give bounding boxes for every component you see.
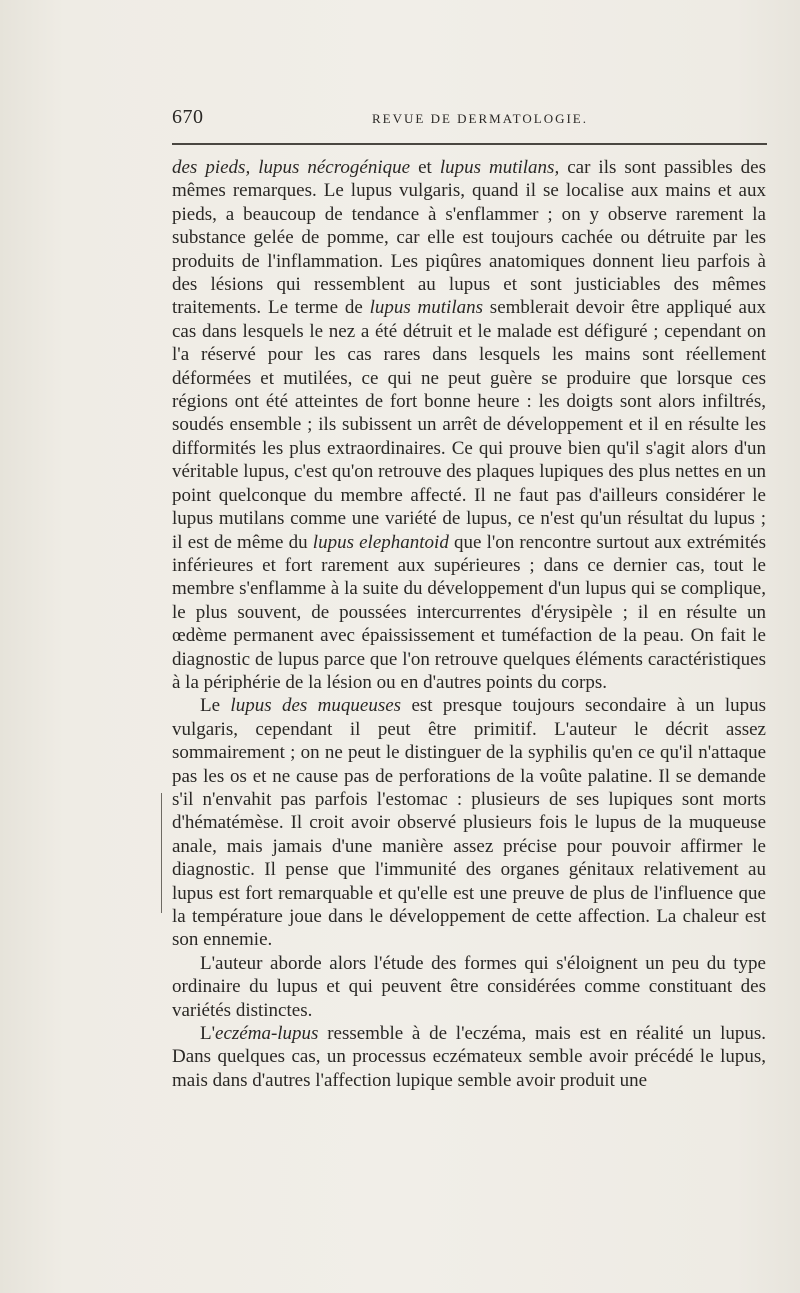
running-title: REVUE DE DERMATOLOGIE. bbox=[372, 111, 588, 126]
italic-term: lupus mutilans bbox=[369, 297, 483, 319]
text-run: car ils sont passibles des mêmes remarques. Le lupus vulgaris, quand il se localise aux mains et aux pieds, a beaucoup de tendance à s'enflammer ; on y observe rarement la substance gelée de pomme, car elle est toujours cachée ou détruite par les produits de l'inflammation. Les piqûres anatomiques donnent lieu parfois à des lésions qui ressemblent au lupus et sont justiciables des mêmes traitements. Le terme de bbox=[172, 157, 766, 319]
body-text bbox=[172, 156, 766, 1092]
italic-term: lupus elephantoid bbox=[312, 531, 449, 553]
italic-term: lupus mutilans, bbox=[439, 157, 560, 178]
page-header bbox=[172, 106, 764, 136]
text-run: et bbox=[410, 157, 440, 178]
paragraph bbox=[172, 1022, 766, 1092]
italic-term: lupus des muqueuses bbox=[230, 695, 402, 717]
text-run: semblerait devoir être appliqué aux cas dans lesquels le nez a été détruit et le malade est défiguré ; cependant on l'a réservé pour les cas rares dans lesquels les mains sont réellement déformées et mutilées, ce qui ne peut guère se produire que lorsque ces régions ont été atteintes de fort bonne heure : les doigts sont alors infiltrés, soudés ensemble ; ils subissent un arrêt de développement et il en résulte les difformités les plus extraordinaires. Ce qui prouve bien qu'il s'agit alors d'un véritable lupus, c'est qu'on retrouve des plaques lupiques des plus nettes en un point quelconque du membre affecté. Il ne faut pas d'ailleurs considérer le lupus mutilans comme une variété de lupus, ce n'est qu'un résultat du lupus ; il est de même du bbox=[172, 297, 766, 553]
text-run: ressemble à de l'eczéma, mais est en réalité un lupus. Dans quelques cas, un processus eczémateux semble avoir précédé le lupus, mais dans d'autres l'affection lupique semble avoir produit une bbox=[172, 1023, 766, 1091]
text-run: est presque toujours secondaire à un lupus vulgaris, cependant il peut être primitif. L'auteur le décrit assez sommairement ; on ne peut le distinguer de la syphilis qu'en ce qu'il n'attaque pas les os et ne cause pas de perforations de la voûte palatine. Il se demande s'il n'envahit pas parfois l'estomac : plusieurs de ses lupiques sont morts d'hématémèse. Il croit avoir observé plusieurs fois le lupus de la muqueuse anale, mais jamais d'une manière assez précise pour pouvoir affirmer le diagnostic. Il pense que l'immunité des organes génitaux relativement au lupus est fort remarquable et qu'elle est une preuve de plus de l'influence que la température joue dans le développement de cette affection. La chaleur est son ennemie. bbox=[172, 695, 766, 951]
italic-term: des pieds, lupus nécrogénique bbox=[172, 157, 411, 178]
paragraph bbox=[172, 952, 766, 1022]
text-run: Le bbox=[200, 695, 231, 717]
text-run: que l'on rencontre surtout aux extrémités inférieures et fort rarement aux supérieures ; dans ce dernier cas, tout le membre s'enflamme à la suite du développement d'un lupus qui se complique, le plus souvent, de poussées intercurrentes d'érysipèle ; il en résulte un œdème permanent avec épaississement et tuméfaction de la peau. On fait le diagnostic de lupus parce que l'on retrouve quelques éléments caractéristiques à la périphérie de la lésion ou en d'autres points du corps. bbox=[172, 531, 766, 693]
paragraph bbox=[172, 694, 766, 951]
text-run: L' bbox=[200, 1023, 216, 1045]
margin-pencil-mark bbox=[161, 793, 162, 913]
paragraph bbox=[172, 156, 766, 694]
text-run: L'auteur aborde alors l'étude des formes qui s'éloignent un peu du type ordinaire du lupus et qui peuvent être considérées comme constituant des variétés distinctes. bbox=[172, 952, 766, 1021]
italic-term: eczéma-lupus bbox=[215, 1023, 319, 1045]
page-number: 670 bbox=[172, 106, 204, 128]
header-rule bbox=[172, 143, 767, 145]
